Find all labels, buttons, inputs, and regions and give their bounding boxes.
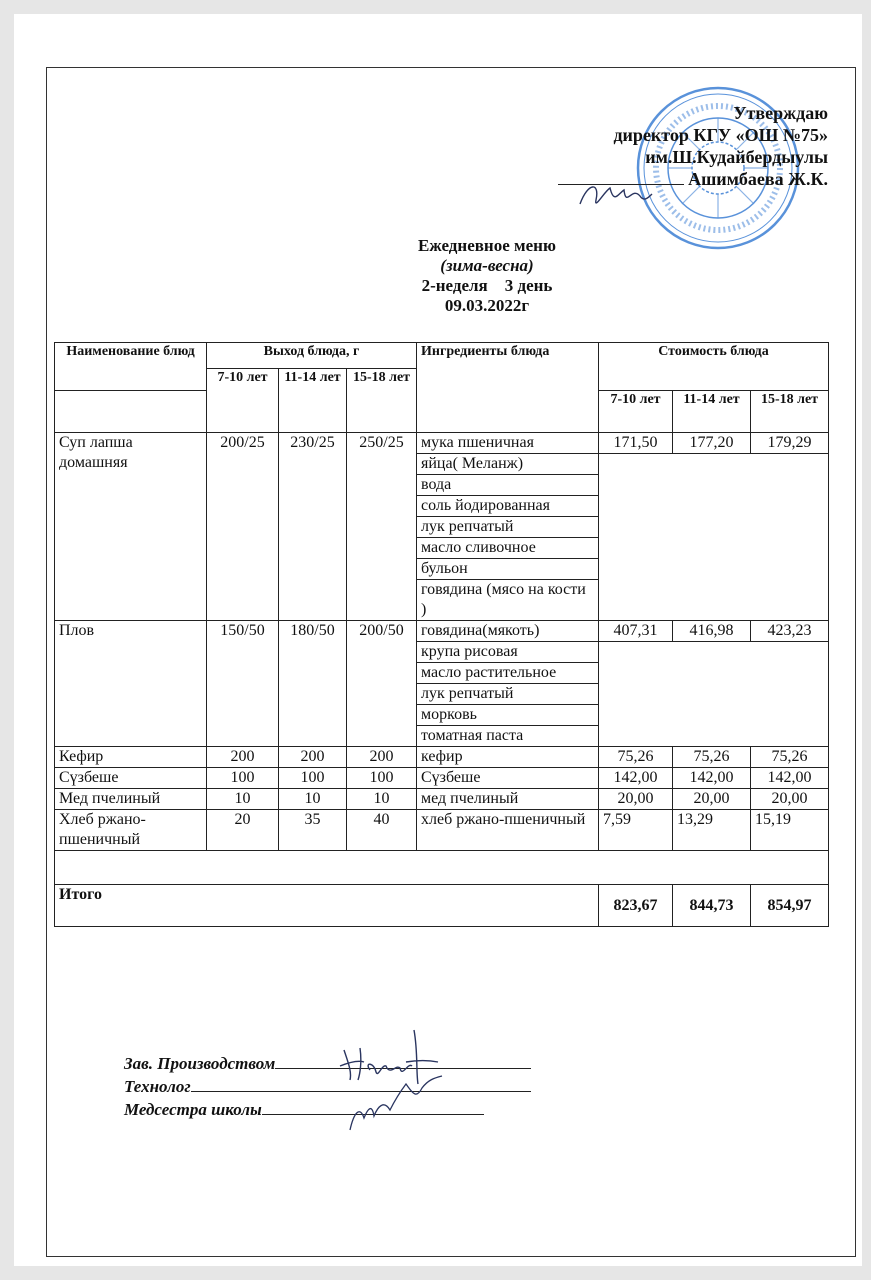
header-name-cont [55,391,207,433]
menu-title: Ежедневное меню [418,236,556,255]
ingredient: бульон [417,559,599,580]
menu-table [54,342,829,927]
ingredient: соль йодированная [417,496,599,517]
dish-output-1: 20 [207,810,279,851]
dish-output-3: 10 [347,789,417,810]
dish-cost-2: 142,00 [673,768,751,789]
approval-line-2: директор КГУ «ОШ №75» [613,125,828,145]
dish-output-3: 200 [347,747,417,768]
dish-output-3: 250/25 [347,433,417,621]
total-cost-1: 823,67 [599,885,673,927]
dish-cost-1: 7,59 [599,810,673,851]
table-row [55,433,829,454]
ingredient: кефир [417,747,599,768]
dish-cost-1: 75,26 [599,747,673,768]
ingredient: говядина(мякоть) [417,621,599,642]
approval-line-3: им.Ш.Кудайбердыулы [645,147,828,167]
dish-cost-3: 20,00 [751,789,829,810]
dish-output-1: 150/50 [207,621,279,747]
table-row [55,768,829,789]
dish-output-3: 200/50 [347,621,417,747]
empty-row [55,851,829,885]
header-name: Наименование блюд [55,343,207,391]
dish-name: Плов [55,621,207,747]
ingredient: масло растительное [417,663,599,684]
ingredient: морковь [417,705,599,726]
dish-cost-1: 171,50 [599,433,673,454]
approval-line-1: Утверждаю [733,103,828,123]
dish-output-2: 200 [279,747,347,768]
table-row-empty [55,851,829,885]
table-row [55,621,829,642]
empty-cost-cell [599,454,829,621]
table-row [55,789,829,810]
signature-row-nurse [124,1098,531,1121]
header-cost-age-2: 11-14 лет [673,391,751,433]
total-cost-2: 844,73 [673,885,751,927]
header-output-age-2: 11-14 лет [279,369,347,433]
approval-line-4: Ашимбаева Ж.К. [688,169,828,189]
menu-date: 09.03.2022г [444,296,530,315]
menu-season: (зима-весна) [440,256,534,275]
ingredient: мед пчелиный [417,789,599,810]
dish-cost-1: 20,00 [599,789,673,810]
header-cost: Стоимость блюда [599,343,829,391]
ingredient: крупа рисовая [417,642,599,663]
dish-cost-3: 142,00 [751,768,829,789]
dish-cost-3: 75,26 [751,747,829,768]
ingredient: томатная паста [417,726,599,747]
signature-row-production [124,1052,531,1075]
dish-cost-1: 142,00 [599,768,673,789]
signatures-block [124,1052,531,1121]
dish-name: Хлеб ржано-пшеничный [55,810,207,851]
dish-name: Сүзбеше [55,768,207,789]
dish-output-2: 10 [279,789,347,810]
dish-output-3: 100 [347,768,417,789]
total-row [55,885,829,927]
dish-output-1: 100 [207,768,279,789]
production-manager-signature [330,1022,470,1132]
ingredient: лук репчатый [417,517,599,538]
dish-output-2: 35 [279,810,347,851]
total-label: Итого [55,885,599,927]
menu-title-block [364,236,610,316]
ingredient: вода [417,475,599,496]
ingredient: лук репчатый [417,684,599,705]
ingredient: говядина (мясо на кости ) [417,580,599,621]
dish-cost-2: 13,29 [673,810,751,851]
dish-output-3: 40 [347,810,417,851]
ingredient: мука пшеничная [417,433,599,454]
table-row [55,810,829,851]
header-output: Выход блюда, г [207,343,417,369]
dish-name: Суп лапша домашняя [55,433,207,621]
dish-output-1: 10 [207,789,279,810]
nurse-label: Медсестра школы [124,1100,262,1119]
empty-cost-cell [599,642,829,747]
total-cost-3: 854,97 [751,885,829,927]
ingredient: яйца( Меланж) [417,454,599,475]
dish-cost-2: 75,26 [673,747,751,768]
dish-name: Кефир [55,747,207,768]
dish-cost-2: 177,20 [673,433,751,454]
production-label: Зав. Производством [124,1054,276,1073]
dish-cost-3: 179,29 [751,433,829,454]
dish-cost-2: 20,00 [673,789,751,810]
dish-cost-2: 416,98 [673,621,751,642]
director-signature [574,174,654,218]
dish-name: Мед пчелиный [55,789,207,810]
dish-cost-1: 407,31 [599,621,673,642]
technologist-label: Технолог [124,1077,191,1096]
header-output-age-3: 15-18 лет [347,369,417,433]
header-cost-age-3: 15-18 лет [751,391,829,433]
dish-cost-3: 423,23 [751,621,829,642]
dish-output-1: 200 [207,747,279,768]
header-output-age-1: 7-10 лет [207,369,279,433]
ingredient: Сүзбеше [417,768,599,789]
dish-output-2: 100 [279,768,347,789]
dish-output-1: 200/25 [207,433,279,621]
dish-output-2: 230/25 [279,433,347,621]
header-cost-age-1: 7-10 лет [599,391,673,433]
ingredient: хлеб ржано-пшеничный [417,810,599,851]
menu-week-day: 2-неделя 3 день [421,276,553,295]
signature-row-technologist [124,1075,531,1098]
header-ingredients: Ингредиенты блюда [417,343,599,433]
dish-cost-3: 15,19 [751,810,829,851]
ingredient: масло сливочное [417,538,599,559]
table-row [55,747,829,768]
dish-output-2: 180/50 [279,621,347,747]
